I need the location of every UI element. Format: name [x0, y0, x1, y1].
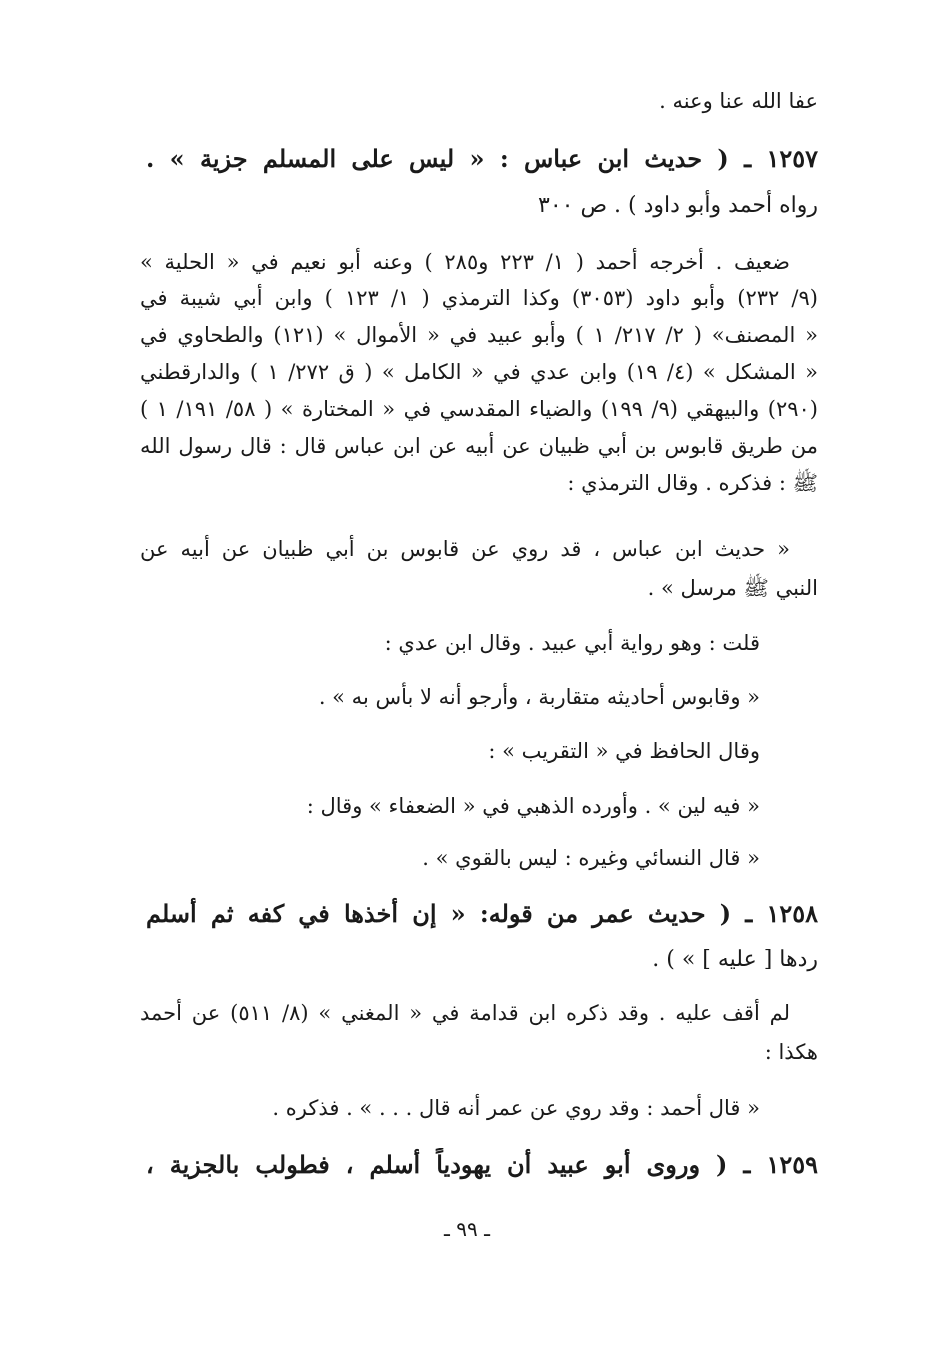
hadith-1258-heading: ١٢٥٨ ـ ( حديث عمر من قوله: « إن أخذها في كفه ثم أسلم: [146, 899, 818, 928]
hadith-1258-heading-cont: ردها [ عليه ] » ) .: [652, 947, 818, 972]
note-ibn-adi: قلت : وهو رواية أبي عبيد . وقال ابن عدي :: [384, 631, 760, 655]
commentary-1258-line-2: هكذا :: [764, 1040, 818, 1064]
note-dhahabi: « فيه لين » . وأورده الذهبي في « الضعفاء » وقال :: [306, 794, 760, 818]
page-number: ـ ٩٩ ـ: [444, 1217, 490, 1241]
hadith-1259-heading: ١٢٥٩ ـ ( وروى أبو عبيد أن يهودياً أسلم ، فطولب بالجزية ،: [146, 1150, 818, 1179]
commentary-line-5: (٢٩٠) والبيهقي (٩/ ١٩٩) والضياء المقدسي في « المختارة » ( ٥٨/ ١٩١/ ١ ): [140, 397, 818, 421]
commentary-line-3: « المصنف» ( ٢/ ٢١٧/ ١ ) وأبو عبيد في « الأموال » (١٢١) والطحاوي في: [140, 323, 818, 347]
quote-tirmidhi-line-2: النبي ﷺ مرسل » .: [647, 576, 818, 600]
commentary-line-2: (٩/ ٢٣٢) وأبو داود (٣٠٥٣) وكذا الترمذي ( ١/ ١٢٣ ) وابن أبي شيبة في: [140, 286, 818, 310]
commentary-line-1: ضعيف . أخرجه أحمد ( ١/ ٢٢٣ و٢٨٥ ) وعنه أبو نعيم في « الحلية »: [140, 250, 790, 274]
hadith-1257-heading: ١٢٥٧ ـ ( حديث ابن عباس : « ليس على المسلم جزية » .: [146, 144, 818, 173]
commentary-1258-line-1: لم أقف عليه . وقد ذكره ابن قدامة في « المغني » (٨/ ٥١١) عن أحمد: [140, 1001, 790, 1025]
note-hafiz-taqrib: وقال الحافظ في « التقريب » :: [488, 739, 760, 763]
text-line-end-of-previous: عفا الله عنا وعنه .: [659, 89, 818, 113]
hadith-1257-source: رواه أحمد وأبو داود ) . ص ٣٠٠: [538, 193, 818, 218]
quote-nasai: « قال النسائي وغيره : ليس بالقوي » .: [422, 846, 760, 870]
quote-tirmidhi-line-1: « حديث ابن عباس ، قد روي عن قابوس بن أبي ظبيان عن أبيه عن: [140, 537, 790, 561]
quote-ahmad: « قال أحمد : وقد روي عن عمر أنه قال . . . » . فذكره .: [272, 1096, 760, 1120]
quote-qabus: « وقابوس أحاديثه متقاربة ، وأرجو أنه لا بأس به » .: [318, 685, 760, 709]
commentary-line-4: « المشكل » (٤/ ١٩) وابن عدي في « الكامل » ( ق ٢٧٢/ ١ ) والدارقطني: [140, 360, 818, 384]
commentary-line-6: من طريق قابوس بن أبي ظبيان عن أبيه عن ابن عباس قال : قال رسول الله: [140, 434, 818, 458]
commentary-line-7: ﷺ : فذكره . وقال الترمذي :: [567, 471, 818, 495]
